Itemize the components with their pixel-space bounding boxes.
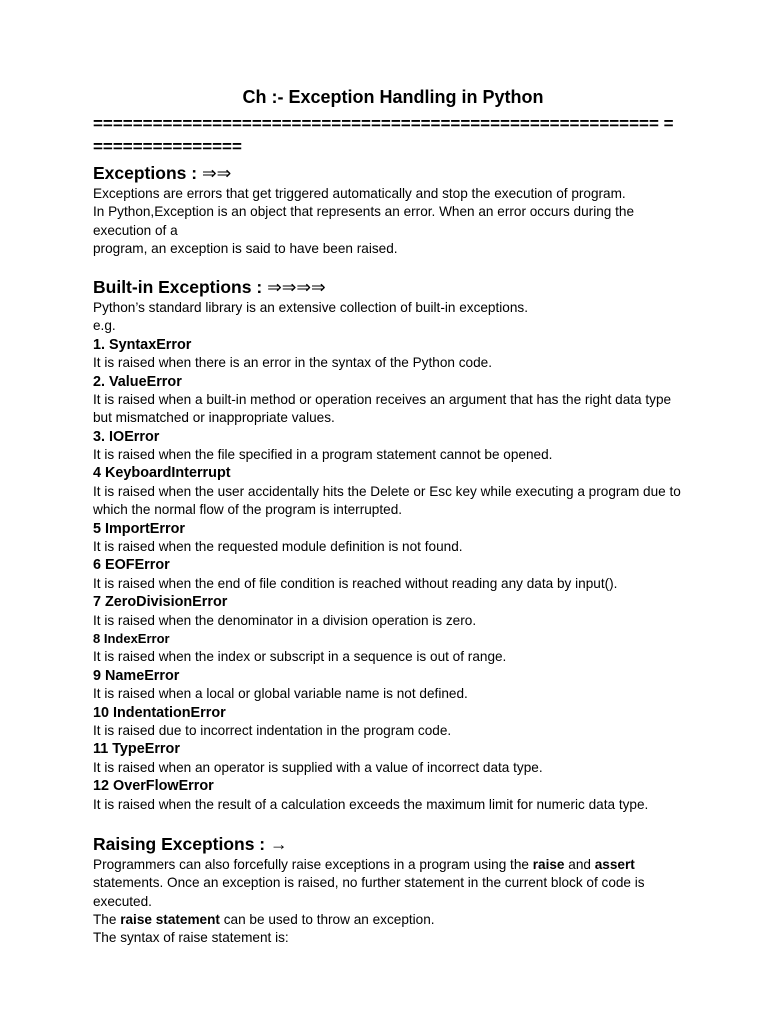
exception-item [93,556,683,593]
exceptions-heading-text: Exceptions : [93,163,198,183]
raising-heading-text: Raising Exceptions : [93,833,266,854]
exception-item-title: 3. IOError [93,428,160,445]
page-title: Ch :- Exception Handling in Python [242,87,544,107]
exception-item [93,704,683,741]
keyword-assert: assert [594,856,635,872]
right-arrow-icon: → [270,833,288,854]
title-divider-line-1: ========================================================= [93,114,659,133]
exception-item [93,777,683,814]
exception-item-title: 7 ZeroDivisionError [93,594,228,611]
exceptions-para-1: Exceptions are errors that get triggered automatically and stop the execution of program. [93,186,626,201]
exception-item-desc: It is raised when a built-in method or operation receives an argument that has the right data type but mismatched or inappropriate values. [93,392,672,426]
exception-item-desc: It is raised when the denominator in a division operation is zero. [93,612,477,628]
exception-item-title: 6 EOFError [93,557,170,574]
exception-item-title: 4 KeyboardInterrupt [93,465,231,482]
exception-item-desc: It is raised when there is an error in the syntax of the Python code. [93,355,492,371]
keyword-raise: raise [532,856,565,872]
keyword-raise-statement: raise statement [120,911,220,927]
exception-item [93,464,683,519]
exception-item-desc: It is raised when an operator is supplied with a value of incorrect data type. [93,759,543,775]
exceptions-para-3: program, an exception is said to have been raised. [93,240,398,256]
raising-para-2 [93,911,683,929]
raising-para-1-and: and [564,856,595,872]
raising-exceptions-section [93,832,683,947]
raising-para-1-text-a: Programmers can also forcefully raise exceptions in a program using the [93,856,533,872]
builtin-eg: e.g. [93,318,116,334]
exception-item [93,428,683,465]
double-arrow-icon: ⇒⇒ [201,163,232,183]
double-arrow-icon: ⇒⇒⇒⇒ [267,277,326,298]
exception-item-desc: It is raised when the file specified in a program statement cannot be opened. [93,447,553,463]
exception-item-title: 1. SyntaxError [93,336,192,353]
exception-item-title: 9 NameError [93,667,180,684]
exception-item [93,740,683,777]
title-divider-line-2: ================ [93,114,674,156]
builtin-heading [93,275,683,299]
exception-item-title: 8 IndexError [93,630,170,646]
exceptions-section [93,161,683,258]
exception-item-desc: It is raised when a local or global variable name is not defined. [93,686,468,702]
exception-item-desc: It is raised when the end of file condition is reached without reading any data by input(). [93,575,618,591]
exception-item-title: 5 ImportError [93,520,185,537]
exception-item [93,373,683,428]
exception-item [93,593,683,630]
exception-item [93,336,683,373]
raising-para-2-text-a: The [93,911,121,927]
exception-item [93,520,683,557]
exception-item-desc: It is raised when the requested module definition is not found. [93,539,463,555]
raising-para-3: The syntax of raise statement is: [93,930,289,946]
exception-item [93,630,683,667]
document-page [93,86,683,947]
raising-para-1 [93,856,683,911]
exception-item-title: 2. ValueError [93,373,182,390]
raising-para-1-text-b: statements. Once an exception is raised, no further statement in the current block of code is executed. [93,875,645,909]
builtin-heading-text: Built-in Exceptions : [93,277,263,298]
exception-item-title: 10 IndentationError [93,704,226,721]
exception-item-desc: It is raised when the user accidentally hits the Delete or Esc key while executing a program due to which the normal flow of the program is interrupted. [93,483,681,518]
title-divider [93,112,683,158]
exception-item-title: 11 TypeError [93,741,180,758]
exception-item-desc: It is raised when the result of a calculation exceeds the maximum limit for numeric data type. [93,796,649,812]
exceptions-heading [93,161,683,185]
builtin-exceptions-section [93,275,683,814]
exception-item-title: 12 OverFlowError [93,778,214,795]
builtin-intro: Python’s standard library is an extensive collection of built-in exceptions. [93,300,528,316]
exception-item-desc: It is raised due to incorrect indentation in the program code. [93,723,452,739]
exceptions-para-2: In Python,Exception is an object that represents an error. When an error occurs during the execution of a [93,204,635,238]
exception-item-desc: It is raised when the index or subscript in a sequence is out of range. [93,649,507,665]
exception-item [93,667,683,704]
raising-heading [93,832,683,856]
raising-para-2-text-b: can be used to throw an exception. [219,911,435,927]
